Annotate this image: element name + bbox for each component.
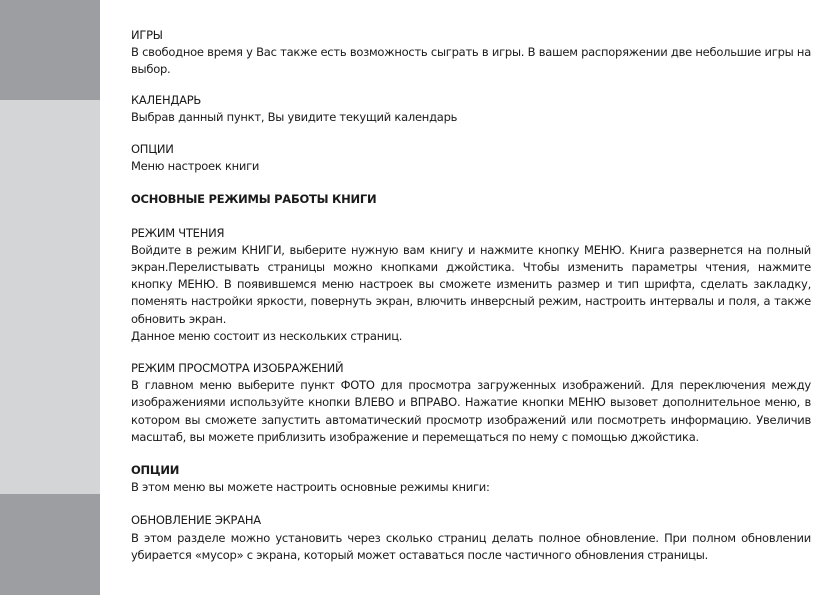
sidebar-top-block (0, 0, 100, 100)
sidebar-middle-block (0, 100, 100, 494)
section-text: В главном меню выберите пункт ФОТО для просмотра загруженных изображений. Для переключения между изображениями используйте кнопки ВЛЕВО и ВПРАВО. Нажатие кнопки МЕНЮ вызовет дополнительное меню, в котором вы сможете запустить автоматический просмотр изображений или посмотреть информацию. Увеличив масштаб, вы можете приблизить изображение и перемещаться по нему с помощью джойстика. (131, 378, 811, 444)
section-text: В этом разделе можно установить через сколько страниц делать полное обновление. При полном обновлении убирается «мусор» с экрана, который может оставаться после частичного обновления страницы. (131, 530, 811, 562)
section-reading-mode (131, 225, 811, 345)
section-heading: КАЛЕНДАРЬ (131, 92, 202, 107)
section-text-extra: Данное меню состоит из нескольких страниц. (131, 328, 403, 343)
section-calendar (131, 92, 811, 126)
section-options (131, 141, 811, 175)
section-games (131, 27, 811, 79)
section-main-modes (131, 191, 811, 208)
section-options-2 (131, 462, 811, 496)
section-heading-bold: ОПЦИИ (131, 463, 180, 478)
section-heading: РЕЖИМ ПРОСМОТРА ИЗОБРАЖЕНИЙ (131, 361, 344, 376)
section-image-mode (131, 360, 811, 446)
section-screen-refresh (131, 512, 811, 564)
section-heading-bold: ОСНОВНЫЕ РЕЖИМЫ РАБОТЫ КНИГИ (131, 192, 377, 207)
section-text: В этом меню вы можете настроить основные режимы книги: (131, 480, 490, 495)
sidebar-bottom-block (0, 494, 100, 595)
section-text: Выбрав данный пункт, Вы увидите текущий календарь (131, 109, 458, 124)
section-text: Войдите в режим КНИГИ, выберите нужную вам книгу и нажмите кнопку МЕНЮ. Книга развернется на полный экран.Перелистывать страницы можно кнопками джойстика. Чтобы изменить параметры чтения, нажмите кнопку МЕНЮ. В появившемся меню настроек вы сможете изменить размер и тип шрифта, сделать закладку, поменять настройки яркости, повернуть экран, влючить инверсный режим, настроить интервалы и поля, а также обновить экран. (131, 242, 811, 326)
section-heading: РЕЖИМ ЧТЕНИЯ (131, 225, 225, 240)
manual-page-content (131, 27, 811, 564)
section-heading: ОБНОВЛЕНИЕ ЭКРАНА (131, 513, 261, 528)
section-heading: ИГРЫ (131, 28, 163, 42)
section-heading: ОПЦИИ (131, 142, 174, 157)
section-text: Меню настроек книги (131, 159, 260, 174)
side-decoration (0, 0, 100, 595)
section-text: В свободное время у Вас также есть возможность сыграть в игры. В вашем распоряжении две небольшие игры на выбор. (131, 45, 811, 77)
